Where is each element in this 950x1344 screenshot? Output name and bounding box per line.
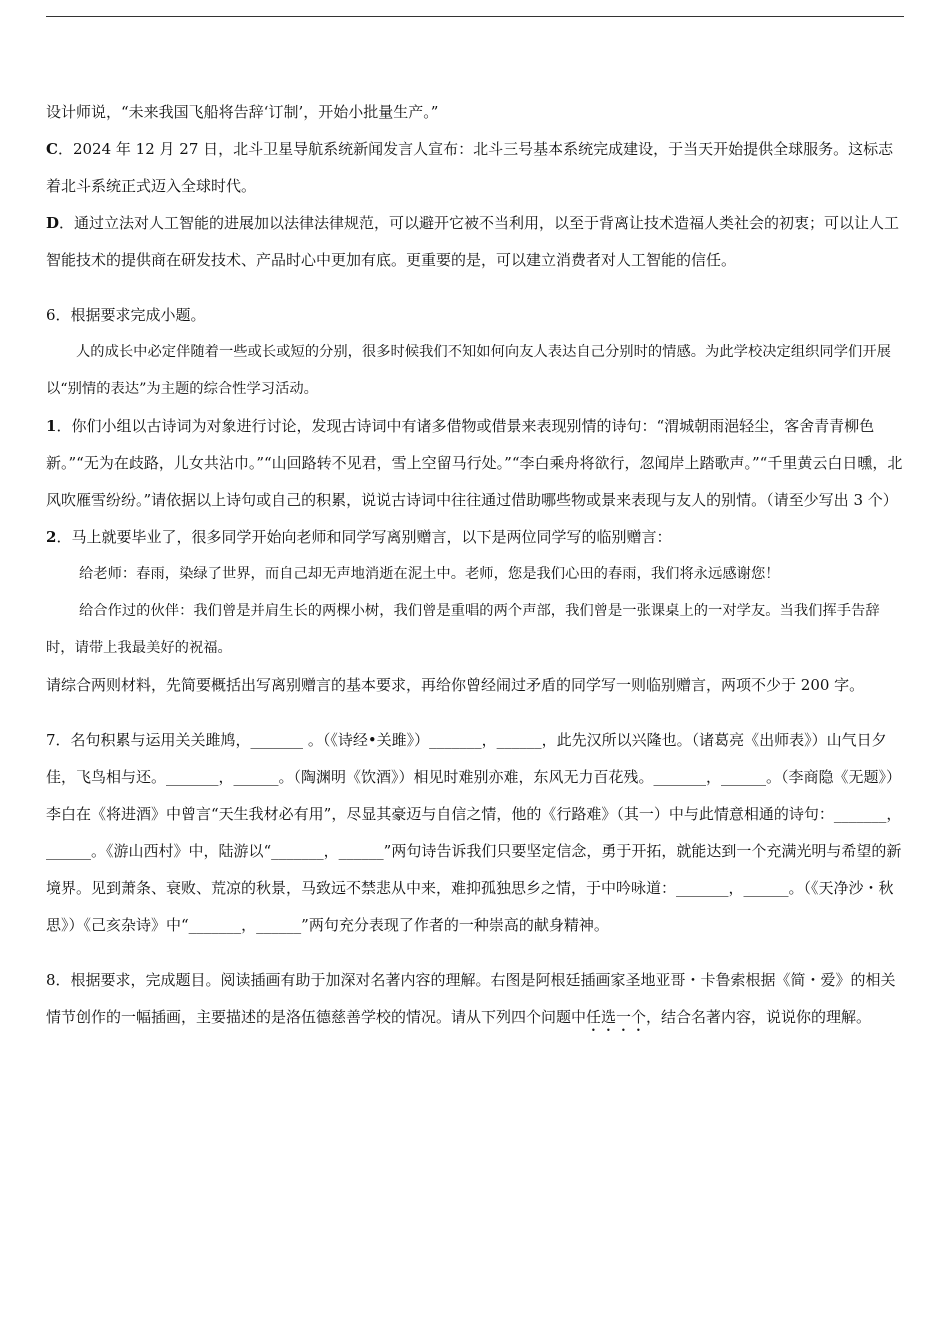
q6-task: 请综合两则材料，先简要概括出写离别赠言的基本要求，再给你曾经闹过矛盾的同学写一则临别赠言，两项不少于 200 字。: [46, 676, 865, 694]
q8-emphasis: 任选一个: [586, 1008, 647, 1026]
q6-sub2: [46, 519, 906, 556]
q6-quote-partner: 给合作过的伙伴：我们曾是并肩生长的两棵小树，我们曾是重唱的两个声部，我们曾是一张课桌上的一对学友。当我们挥手告辞时，请带上我最美好的祝福。: [46, 603, 880, 656]
q6-intro: 人的成长中必定伴随着一些或长或短的分别，很多时候我们不知如何向友人表达自己分别时的情感。为此学校决定组织同学们开展以“别情的表达”为主题的综合性学习活动。: [46, 344, 891, 397]
option-text: ．2024 年 12 月 27 日，北斗卫星导航系统新闻发言人宣布：北斗三号基本系统完成建设，于当天开始提供全球服务。这标志着北斗系统正式迈入全球时代。: [46, 140, 894, 195]
q7-text: 7．名句积累与运用关关雎鸠，_______ 。（《诗经•关雎》）_______，______，此先汉所以兴隆也。（诸葛亮《出师表》）山气日夕佳，飞鸟相与还。_______，______。（陶渊明《饮酒》）相见时难别亦难，东风无力百花残。_______，______。（李商隐《无题》）李白在《将进酒》中曾言“天生我材必有用”，尽显其豪迈与自信之情，他的《行路难》（其一）中与此情意相通的诗句：_______，______。《游山西村》中，陆游以“_______，______”两句诗告诉我们只要坚定信念，勇于开拓，就能达到一个充满光明与希望的新境界。见到萧条、衰败、荒凉的秋景，马致远不禁悲从中来，难抑孤独思乡之情，于中吟咏道：_______，______。（《天净沙・秋思》）《己亥杂诗》中“_______，______”两句充分表现了作者的一种崇高的献身精神。: [46, 731, 902, 934]
sub-text: ．你们小组以古诗词为对象进行讨论，发现古诗词中有诸多借物或借景来表现别情的诗句：“渭城朝雨浥轻尘，客舍青青柳色新。”“无为在歧路，儿女共沾巾。”“山回路转不见君，雪上空留马行处。”“李白乘舟将欲行，忽闻岸上踏歌声。”“千里黄云白日曛，北风吹雁雪纷纷。”请依据以上诗句或自己的积累，说说古诗词中往往通过借助哪些物或景来表现与友人的别情。（请至少写出 3 个）: [46, 417, 903, 509]
sub-label: 1: [46, 417, 57, 435]
exam-page-content: [46, 94, 906, 1036]
q6-quote-teacher: 给老师：春雨，染绿了世界，而自己却无声地消逝在泥土中。老师，您是我们心田的春雨，我们将永远感谢您！: [79, 566, 780, 582]
sub-label: 2: [46, 528, 57, 546]
q6-sub1: [46, 408, 906, 519]
q8-text-after: ，结合名著内容，说说你的理解。: [646, 1008, 872, 1026]
q6-heading: 6．根据要求完成小题。: [46, 306, 206, 324]
q8-text: [46, 962, 906, 1036]
q5-option-b-tail: 设计师说，“未来我国飞船将告辞‘订制’，开始小批量生产。”: [46, 103, 439, 121]
q5-option-d: [46, 205, 906, 279]
option-label: D: [46, 214, 60, 232]
option-text: ．通过立法对人工智能的进展加以法律法律规范，可以避开它被不当利用，以至于背离让技术造福人类社会的初衷；可以让人工智能技术的提供商在研发技术、产品时心中更加有底。更重要的是，可以建立消费者对人工智能的信任。: [46, 214, 900, 269]
q8-text-before: 8．根据要求，完成题目。阅读插画有助于加深对名著内容的理解。右图是阿根廷插画家圣地亚哥・卡鲁索根据《简・爱》的相关情节创作的一幅插画，主要描述的是洛伍德慈善学校的情况。请从下列四个问题中: [46, 971, 896, 1026]
header-rule: [46, 16, 904, 17]
sub-text: ．马上就要毕业了，很多同学开始向老师和同学写离别赠言，以下是两位同学写的临别赠言：: [56, 528, 672, 546]
option-label: C: [46, 140, 58, 158]
q5-option-c: [46, 131, 906, 205]
